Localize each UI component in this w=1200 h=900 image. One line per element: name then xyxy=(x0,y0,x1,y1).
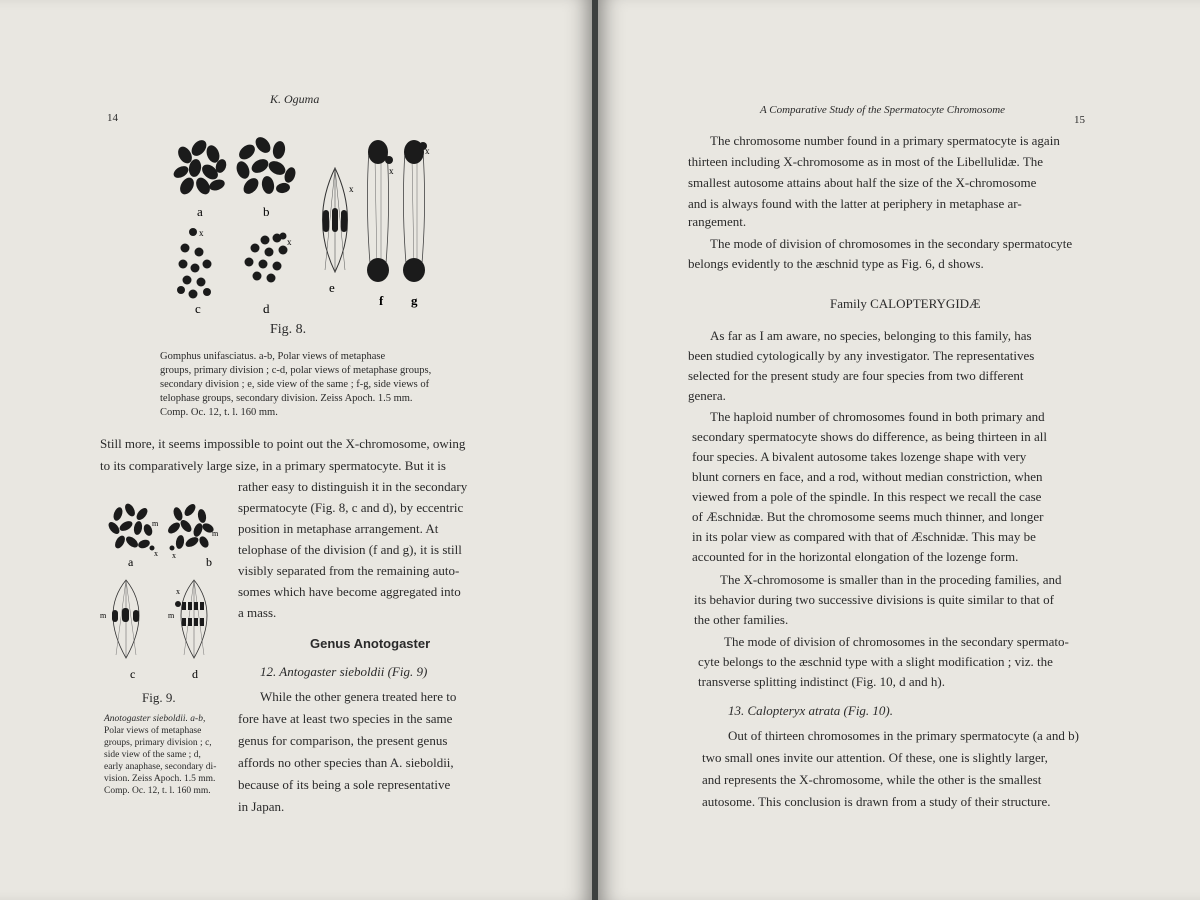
fig8-x-g: x xyxy=(425,146,430,156)
body-line: somes which have become aggregated into xyxy=(238,584,461,599)
body-line: transverse splitting indistinct (Fig. 10, d and h). xyxy=(698,674,945,689)
caption-line: Comp. Oc. 12, t. l. 160 mm. xyxy=(160,407,278,418)
body-line: been studied cytologically by any investigator. The representatives xyxy=(688,348,1035,363)
fig8-f-telophase xyxy=(367,140,393,282)
fig8-label-a: a xyxy=(197,204,203,219)
fig8-x-d: x xyxy=(287,237,292,247)
fig8-a-cluster xyxy=(172,137,229,197)
body-line: because of its being a sole representative xyxy=(238,777,451,792)
caption-line: Anotogaster sieboldii. a-b, xyxy=(104,714,206,724)
family-heading: Family CALOPTERYGIDÆ xyxy=(830,296,981,311)
caption-line: side view of the same ; d, xyxy=(104,750,201,760)
body-line: in Japan. xyxy=(238,799,285,814)
body-line: blunt corners en face, and a rod, without median constriction, when xyxy=(692,469,1043,484)
fig8-x-c: x xyxy=(199,228,204,238)
caption-line: early anaphase, secondary di- xyxy=(104,762,217,772)
fig9-mark-m-d: m xyxy=(168,611,175,620)
body-line: The mode of division of chromosomes in the secondary spermato- xyxy=(724,634,1069,649)
body-line: cyte belongs to the æschnid type with a slight modification ; viz. the xyxy=(698,654,1053,669)
body-line: Out of thirteen chromosomes in the primary spermatocyte (a and b) xyxy=(728,728,1079,743)
body-line: rangement. xyxy=(688,214,747,229)
body-line: The chromosome number found in a primary spermatocyte is again xyxy=(710,133,1060,148)
body-line: viewed from a pole of the spindle. In this respect we recall the case xyxy=(692,489,1042,504)
fig8-label-g: g xyxy=(411,293,418,308)
body-line: genus for comparison, the present genus xyxy=(238,733,448,748)
species-heading-13: 13. Calopteryx atrata (Fig. 10). xyxy=(728,703,894,718)
body-line: rather easy to distinguish it in the secondary xyxy=(238,479,468,494)
fig8-d-cluster xyxy=(245,233,288,283)
body-line: thirteen including X-chromosome as in most of the Libellulidæ. The xyxy=(688,154,1044,169)
fig8-b-cluster xyxy=(234,134,297,197)
fig9-label-a: a xyxy=(128,555,134,569)
fig9-mark-x-a: x xyxy=(154,549,158,558)
fig8-g-telophase xyxy=(403,140,427,282)
body-line: visibly separated from the remaining auto- xyxy=(238,563,460,578)
fig9-label-d: d xyxy=(192,667,198,681)
running-head-right: A Comparative Study of the Spermatocyte Chromosome xyxy=(760,104,1006,116)
page-number-right: 15 xyxy=(1074,114,1085,126)
fig9-b-cluster xyxy=(166,502,215,550)
fig8-x-e: x xyxy=(349,184,354,194)
fig9-a-cluster xyxy=(106,502,154,551)
body-line: telophase of the division (f and g), it is still xyxy=(238,542,462,557)
running-head-left: K. Oguma xyxy=(270,92,320,106)
fig9-mark-x-d: x xyxy=(176,587,180,596)
body-line: to its comparatively large size, in a primary spermatocyte. But it is xyxy=(100,458,446,473)
fig8-label-b: b xyxy=(263,204,270,219)
page-number-left: 14 xyxy=(107,112,118,124)
body-line: Still more, it seems impossible to point out the X-chromosome, owing xyxy=(100,436,466,451)
fig9-mark-m-b: m xyxy=(212,529,219,538)
body-line: a mass. xyxy=(238,605,277,620)
body-line: autosome. This conclusion is drawn from a study of their structure. xyxy=(702,794,1051,809)
body-line: genera. xyxy=(688,388,726,403)
caption-line: telophase groups, secondary division. Zeiss Apoch. 1.5 mm. xyxy=(160,393,413,404)
fig9-mark-m-c: m xyxy=(100,611,107,620)
fig9-mark-m-a: m xyxy=(152,519,159,528)
fig8-label-e: e xyxy=(329,280,335,295)
fig8-label-d: d xyxy=(263,301,270,316)
fig8-title: Fig. 8. xyxy=(270,322,307,337)
body-line: The X-chromosome is smaller than in the proceding families, and xyxy=(720,572,1062,587)
body-line: secondary spermatocyte shows do difference, as being thirteen in all xyxy=(692,429,1047,444)
fig8-c-cluster xyxy=(177,228,212,299)
species-heading: 12. Antogaster sieboldii (Fig. 9) xyxy=(260,664,428,679)
fig9-mark-x-b: x xyxy=(172,551,176,560)
left-page xyxy=(0,0,592,900)
body-line: four species. A bivalent autosome takes lozenge shape with very xyxy=(692,449,1027,464)
caption-line: Polar views of metaphase xyxy=(104,726,202,736)
body-line: smallest autosome attains about half the size of the X-chromosome xyxy=(688,175,1037,190)
fig9-c-spindle xyxy=(112,580,139,658)
body-line: two small ones invite our attention. Of these, one is slightly larger, xyxy=(702,750,1048,765)
body-line: and represents the X-chromosome, while the other is the smallest xyxy=(702,772,1042,787)
body-line: in its polar view as compared with that of Æschnidæ. This may be xyxy=(692,529,1036,544)
fig9-label-b: b xyxy=(206,555,212,569)
body-line: selected for the present study are four species from two different xyxy=(688,368,1024,383)
body-line: affords no other species than A. sieboldii, xyxy=(238,755,454,770)
body-line: belongs evidently to the æschnid type as Fig. 6, d shows. xyxy=(688,256,984,271)
body-line: of Æschnidæ. But the chromosome seems much thinner, and longer xyxy=(692,509,1044,524)
body-line: While the other genera treated here to xyxy=(260,689,457,704)
fig9-title: Fig. 9. xyxy=(142,690,176,705)
body-line: As far as I am aware, no species, belonging to this family, has xyxy=(710,328,1032,343)
fig8-e-spindle xyxy=(323,168,348,272)
body-line: position in metaphase arrangement. At xyxy=(238,521,439,536)
caption-line: vision. Zeiss Apoch. 1.5 mm. xyxy=(104,774,216,784)
body-line: The mode of division of chromosomes in the secondary spermatocyte xyxy=(710,236,1073,251)
fig8-label-f: f xyxy=(379,293,384,308)
caption-line: groups, primary division ; c-d, polar views of metaphase groups, xyxy=(160,365,432,376)
caption-line: Gomphus unifasciatus. a-b, Polar views of metaphase xyxy=(160,351,386,362)
fig8-x-f: x xyxy=(389,166,394,176)
right-page xyxy=(598,0,1200,900)
caption-line: secondary division ; e, side view of the same ; f-g, side views of xyxy=(160,379,430,390)
body-line: its behavior during two successive divisions is quite similar to that of xyxy=(694,592,1054,607)
fig9-label-c: c xyxy=(130,667,136,681)
caption-line: Comp. Oc. 12, t. l. 160 mm. xyxy=(104,786,211,796)
caption-line: groups, primary division ; c, xyxy=(104,738,212,748)
fig8-label-c: c xyxy=(195,301,201,316)
genus-heading: Genus Anotogaster xyxy=(310,636,431,651)
body-line: accounted for in the horizontal elongation of the lozenge form. xyxy=(692,549,1019,564)
body-line: fore have at least two species in the same xyxy=(238,711,453,726)
body-line: the other families. xyxy=(694,612,789,627)
body-line: The haploid number of chromosomes found in both primary and xyxy=(710,409,1045,424)
figure-9-image xyxy=(96,500,236,685)
body-line: spermatocyte (Fig. 8, c and d), by eccentric xyxy=(238,500,464,515)
figure-8-image xyxy=(165,130,455,320)
body-line: and is always found with the latter at periphery in metaphase ar- xyxy=(688,196,1022,211)
